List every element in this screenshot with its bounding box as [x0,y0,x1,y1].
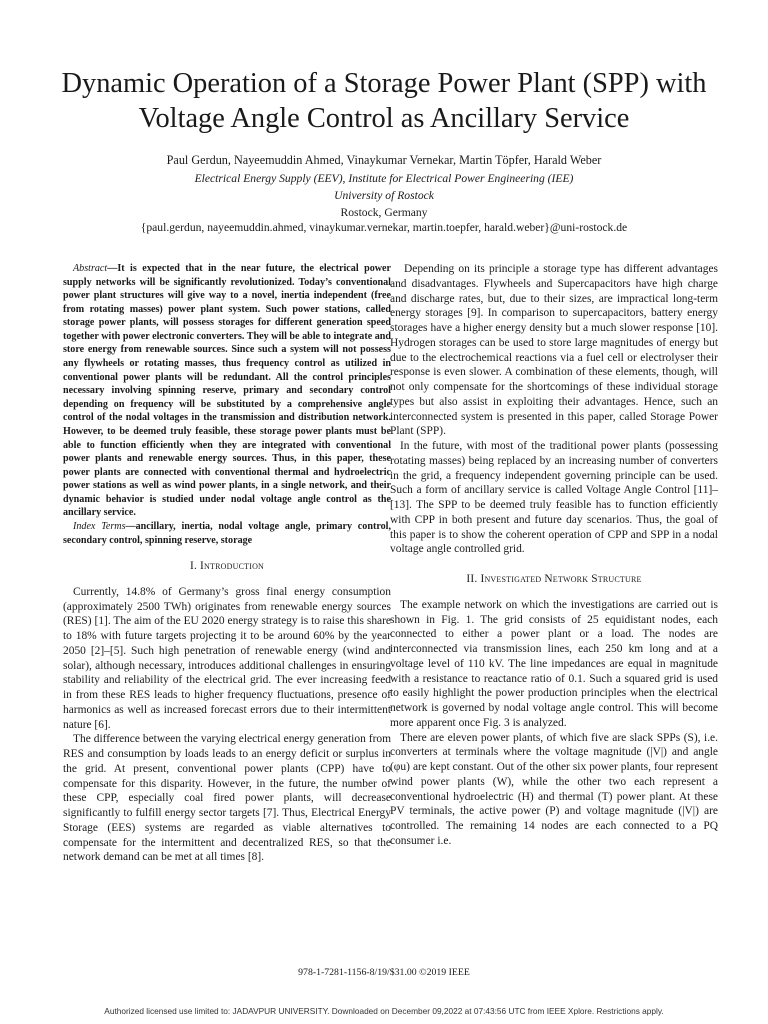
index-terms-label: Index Terms [73,520,126,532]
index-terms [63,520,391,547]
affiliation-department: Electrical Energy Supply (EEV), Institute for Electrical Power Engineering (IEE) [194,172,574,185]
right-column [390,262,718,849]
paper-title: Dynamic Operation of a Storage Power Plant (SPP) with Voltage Angle Control as Ancillary Service [61,68,707,134]
abstract [63,262,391,520]
paragraph: Depending on its principle a storage type has different advantages and disadvantages. Flywheels and Supercapacitors have high charge and discharge rates, but, due to their sizes, are impractical long-term energy storages [9]. In comparison to supercapacitors, battery energy storages have a higher energy density but a much slower response [10]. Hydrogen storages can be used to store large magnitudes of energy but due to the electrochemical reactions via a fuel cell or electrolyser their response is even slower. A combination of these elements, though, will not only compensate for the shortcomings of these individual storage types but also assist in exploiting their advantages. Hence, such an interconnected system is presented in this paper, called Storage Power Plant (SPP). [390,263,718,438]
copyright-notice: 978-1-7281-1156-8/19/$31.00 ©2019 IEEE [298,967,470,978]
author-list: Paul Gerdun, Nayeemuddin Ahmed, Vinaykumar Vernekar, Martin Töpfer, Harald Weber [166,153,602,167]
paragraph: Currently, 14.8% of Germany’s gross final energy consumption (approximately 2500 TWh) originates from renewable energy sources (RES) [1]. The aim of the EU 2020 energy strategy is to raise this share to 18% with future targets projecting it to be around 60% by the year 2050 [2]–[5]. Such high penetration of renewable energy (wind and solar), although necessary, introduces additional challenges in ensuring stability and reliability of the electrical grid. The ever increasing feed in from these RES leads to higher frequency fluctuations, presence of harmonics as well as increased forecast errors due to their intermittent nature [6]. [63,585,391,731]
section-heading-introduction: I. Introduction [189,560,265,573]
paragraph: In the future, with most of the traditional power plants (possessing rotating masses) being replaced by an increasing number of converters in the grid, a frequency independent governing principle can be used. Such a form of ancillary service is called Voltage Angle Control [11]–[13]. The SPP to be deemed truly feasible has to function efficiently with CPP in both present and future day scenarios. Thus, the goal of this paper is to show the coherent operation of CPP and SPP in a nodal voltage angle controlled grid. [390,440,718,556]
paragraph: The difference between the varying electrical energy generation from RES and consumption by loads leads to an energy deficit or surplus in the grid. At present, conventional power plants (CPP) have to compensate for this disparity. However, in the future, the number of these CPP, especially coal fired power plants, will decrease significantly to fulfill energy sector targets [7]. Thus, Electrical Energy Storage (EES) systems are regarded as viable alternatives to compensate for the intermittent and decentralized RES, so that the network demand can be met at all times [8]. [63,733,391,864]
abstract-label: Abstract [73,263,108,274]
affiliation-location: Rostock, Germany [340,206,428,219]
left-column [63,262,391,865]
paragraph: The example network on which the investigations are carried out is shown in Fig. 1. The grid consists of 25 equidistant nodes, each connected to either a power plant or a load. The nodes are interconnected via transmission lines, each 250 km long and at a voltage level of 110 kV. The line impedances are equal in magnitude with a resistance to reactance ratio of 0.1. Such a squared grid is used to easily highlight the power production principles when the electrical network is governed by nodal voltage angle control. This will become more apparent once Fig. 3 is analyzed. [390,598,718,729]
index-terms-text: —ancillary, inertia, nodal voltage angle, primary control, secondary control, spinning reserve, storage [63,520,391,546]
affiliation-university: University of Rostock [334,189,434,202]
paragraph: There are eleven power plants, of which five are slack SPPs (S), i.e. converters at terminals where the voltage magnitude (|V|) and angle (φu) are kept constant. Out of the other six power plants, four represent wind power plants (W), while the other two each represent a conventional hydroelectric (H) and thermal (T) power plant. At these PV terminals, the active power (P) and voltage magnitude (|V|) are controlled. The remaining 14 nodes are each connected to a PQ consumer i.e. [390,731,718,847]
section-heading-network-structure: II. Investigated Network Structure [466,573,642,585]
license-notice: Authorized licensed use limited to: JADAVPUR UNIVERSITY. Downloaded on December 09,2022 at 07:43:56 UTC from IEEE Xplore. Restrictions apply. [104,1006,664,1016]
author-emails: {paul.gerdun, nayeemuddin.ahmed, vinaykumar.vernekar, martin.toepfer, harald.weber}@uni-rostock.de [140,221,628,234]
abstract-text: —It is expected that in the near future, the electrical power supply networks will be significantly revolutionized. Today’s conventional power plant structures will give way to a novel, inertia independent (free from rotating masses) power plant system. Such power stations, called storage power plants, will possess storages for different generation speed together with power electronic converters. They will be able to integrate and store energy from renewable sources. Since such a system will not possess any flywheels or rotating masses, thus frequency control as utilized in conventional power plants will be redundant. All the control principles necessary involving spinning reserve, primary and secondary control depending on frequency will be substituted by a comprehensive angle control of the nodal voltages in the transmission and distribution network. However, to be deemed truly feasible, these storage power plants must be able to function efficiently when they are integrated with conventional power plants and renewable energy sources. Thus, in this paper, these power plants are connected with conventional thermal and hydroelectric power stations as well as wind power plants, in a single network, and their dynamic behavior is studied under nodal voltage angle control as the ancillary service. [63,263,391,519]
